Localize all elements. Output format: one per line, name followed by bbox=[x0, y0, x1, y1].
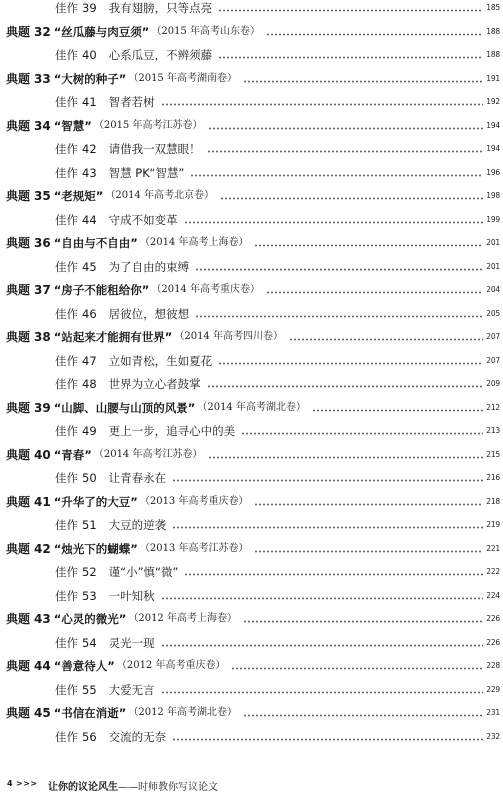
leader-dots bbox=[161, 633, 483, 653]
entry-page-number: 199 bbox=[486, 214, 500, 224]
toc-entry-jiazuo bbox=[0, 139, 503, 159]
entry-title: “站起来才能拥有世界” bbox=[53, 330, 173, 344]
entry-lead bbox=[55, 468, 166, 488]
toc-entry-dianti bbox=[0, 116, 503, 136]
entry-type-label: 典题 bbox=[6, 706, 31, 720]
entry-title: “升华了的大豆” bbox=[53, 494, 138, 509]
entry-lead bbox=[55, 562, 178, 582]
entry-type-label: 佳作 bbox=[55, 424, 78, 438]
entry-type-label: 佳作 bbox=[55, 142, 78, 156]
footer-page-number: 4 bbox=[7, 779, 13, 788]
entry-number: 49 bbox=[82, 424, 97, 438]
leader-dots bbox=[241, 421, 483, 441]
entry-number: 52 bbox=[82, 565, 97, 579]
entry-title: 更上一步，追寻心中的美 bbox=[108, 424, 236, 438]
entry-number: 41 bbox=[82, 95, 97, 109]
leader-dots bbox=[161, 680, 483, 700]
toc-entry-jiazuo bbox=[0, 468, 503, 488]
leader-dots bbox=[172, 515, 483, 535]
entry-source: （2015 年高考山东卷） bbox=[151, 25, 260, 37]
entry-page-number: 222 bbox=[486, 567, 500, 576]
entry-number: 44 bbox=[34, 659, 51, 673]
entry-lead bbox=[6, 69, 237, 89]
entry-title: 大爱无言 bbox=[108, 682, 155, 697]
toc-entry-dianti bbox=[0, 69, 503, 89]
entry-page-number: 226 bbox=[486, 614, 500, 623]
entry-page-number: 221 bbox=[486, 543, 500, 553]
entry-title: 交流的无奈 bbox=[108, 729, 167, 744]
entry-type-label: 佳作 bbox=[55, 1, 78, 15]
leader-dots bbox=[208, 445, 483, 465]
entry-type-label: 佳作 bbox=[55, 635, 78, 650]
leader-dots bbox=[184, 562, 483, 582]
entry-number: 46 bbox=[82, 306, 97, 321]
leader-dots bbox=[266, 22, 483, 42]
toc-entry-jiazuo bbox=[0, 727, 503, 747]
entry-lead bbox=[55, 351, 212, 371]
entry-type-label: 典题 bbox=[6, 24, 31, 39]
entry-source: （2012 年高考湖北卷） bbox=[128, 707, 237, 718]
entry-page-number: 185 bbox=[486, 3, 500, 12]
leader-dots bbox=[231, 656, 483, 676]
entry-title: 大豆的逆袭 bbox=[108, 518, 167, 532]
entry-number: 47 bbox=[82, 353, 97, 368]
entry-title: 我有翅膀，只等点亮 bbox=[108, 1, 213, 15]
entry-lead bbox=[55, 45, 212, 65]
entry-number: 38 bbox=[34, 330, 51, 344]
entry-title: 世界为立心者鼓掌 bbox=[108, 377, 201, 391]
entry-title: “老规矩” bbox=[53, 189, 104, 203]
entry-number: 56 bbox=[82, 729, 97, 744]
entry-type-label: 佳作 bbox=[55, 306, 78, 321]
entry-lead bbox=[55, 515, 166, 535]
entry-number: 40 bbox=[34, 447, 51, 462]
entry-source: （2012 年高考上海卷） bbox=[128, 613, 237, 624]
footer-book-title bbox=[48, 778, 218, 793]
leader-dots bbox=[218, 0, 483, 18]
entry-title: “大树的种子” bbox=[53, 71, 127, 86]
entry-lead bbox=[6, 22, 260, 42]
toc-entry-dianti bbox=[0, 703, 503, 723]
leader-dots bbox=[266, 280, 483, 300]
toc-entry-dianti bbox=[0, 539, 503, 559]
entry-title: 智慧 PK“智慧” bbox=[108, 165, 185, 180]
entry-type-label: 佳作 bbox=[55, 588, 78, 603]
entry-page-number: 188 bbox=[486, 26, 500, 36]
entry-type-label: 佳作 bbox=[55, 518, 78, 532]
entry-type-label: 典题 bbox=[6, 118, 31, 133]
entry-lead bbox=[6, 656, 225, 676]
entry-lead bbox=[6, 609, 237, 629]
entry-number: 42 bbox=[34, 541, 51, 556]
entry-page-number: 188 bbox=[486, 50, 500, 59]
entry-lead bbox=[6, 398, 306, 418]
entry-title: 让青春永在 bbox=[108, 471, 167, 485]
entry-lead bbox=[6, 116, 202, 136]
toc-entry-jiazuo bbox=[0, 680, 503, 700]
entry-title: 为了自由的束缚 bbox=[108, 259, 190, 274]
entry-title: “山脚、山腰与山顶的风景” bbox=[53, 400, 196, 415]
entry-type-label: 佳作 bbox=[55, 565, 78, 579]
toc-entry-dianti bbox=[0, 327, 503, 347]
entry-number: 36 bbox=[34, 236, 51, 250]
toc-entry-jiazuo bbox=[0, 586, 503, 606]
entry-title: “心灵的微光” bbox=[53, 612, 127, 626]
entry-title: “智慧” bbox=[53, 118, 92, 133]
entry-page-number: 196 bbox=[486, 167, 500, 177]
leader-dots bbox=[172, 727, 483, 747]
entry-type-label: 佳作 bbox=[55, 212, 78, 227]
leader-dots bbox=[195, 257, 483, 277]
leader-dots bbox=[172, 468, 483, 488]
toc-entry-dianti bbox=[0, 186, 503, 206]
entry-source: （2014 年高考上海卷） bbox=[139, 237, 249, 248]
entry-number: 35 bbox=[34, 189, 51, 203]
entry-title: 居彼位，想彼想 bbox=[108, 306, 190, 321]
leader-dots bbox=[289, 327, 483, 347]
entry-source: （2012 年高考重庆卷） bbox=[116, 660, 226, 671]
leader-dots bbox=[243, 69, 483, 89]
entry-number: 39 bbox=[34, 400, 51, 415]
toc-entry-jiazuo bbox=[0, 515, 503, 535]
entry-number: 43 bbox=[82, 165, 97, 180]
footer-arrows: >>> bbox=[16, 779, 38, 788]
entry-title: 智者若树 bbox=[108, 95, 155, 109]
leader-dots bbox=[254, 233, 483, 253]
toc-entry-jiazuo bbox=[0, 92, 503, 112]
toc-entry-dianti bbox=[0, 656, 503, 676]
entry-type-label: 佳作 bbox=[55, 165, 78, 180]
entry-page-number: 213 bbox=[486, 426, 500, 435]
entry-number: 50 bbox=[82, 471, 97, 485]
toc-entry-jiazuo bbox=[0, 421, 503, 441]
entry-page-number: 215 bbox=[486, 449, 500, 459]
entry-lead bbox=[6, 186, 214, 206]
entry-number: 42 bbox=[82, 142, 97, 156]
entry-type-label: 典题 bbox=[6, 330, 31, 344]
leader-dots bbox=[218, 45, 483, 65]
entry-page-number: 228 bbox=[486, 661, 500, 670]
entry-lead bbox=[6, 233, 248, 253]
entry-lead bbox=[55, 139, 201, 159]
entry-type-label: 佳作 bbox=[55, 353, 78, 368]
toc-entry-jiazuo bbox=[0, 163, 503, 183]
entry-type-label: 佳作 bbox=[55, 377, 78, 391]
entry-type-label: 佳作 bbox=[55, 259, 78, 274]
leader-dots bbox=[312, 398, 483, 418]
entry-type-label: 典题 bbox=[6, 494, 31, 509]
entry-number: 51 bbox=[82, 518, 97, 532]
page-footer bbox=[0, 776, 503, 796]
entry-page-number: 205 bbox=[486, 308, 500, 318]
entry-number: 44 bbox=[82, 212, 97, 227]
entry-number: 45 bbox=[34, 706, 51, 720]
entry-lead bbox=[55, 727, 166, 747]
entry-source: （2014 年高考四川卷） bbox=[174, 331, 283, 342]
entry-title: “书信在消逝” bbox=[53, 706, 127, 720]
entry-lead bbox=[6, 327, 283, 347]
entry-number: 34 bbox=[34, 118, 51, 133]
entry-title: “烛光下的蝴蝶” bbox=[53, 541, 138, 556]
toc-entry-jiazuo bbox=[0, 633, 503, 653]
entry-page-number: 192 bbox=[486, 97, 500, 106]
entry-number: 55 bbox=[82, 682, 97, 697]
leader-dots bbox=[218, 351, 483, 371]
leader-dots bbox=[195, 304, 483, 324]
entry-number: 33 bbox=[34, 71, 51, 86]
entry-page-number: 207 bbox=[486, 355, 500, 365]
entry-lead bbox=[55, 163, 184, 183]
entry-number: 39 bbox=[82, 1, 97, 15]
toc-entry-jiazuo bbox=[0, 257, 503, 277]
entry-type-label: 佳作 bbox=[55, 471, 78, 485]
toc-entry-jiazuo bbox=[0, 304, 503, 324]
entry-page-number: 224 bbox=[486, 590, 500, 600]
entry-lead bbox=[55, 210, 178, 230]
leader-dots bbox=[254, 492, 483, 512]
leader-dots bbox=[161, 586, 483, 606]
entry-type-label: 佳作 bbox=[55, 729, 78, 744]
entry-page-number: 198 bbox=[486, 191, 500, 200]
toc-entry-jiazuo bbox=[0, 45, 503, 65]
entry-lead bbox=[6, 492, 248, 512]
entry-number: 54 bbox=[82, 635, 97, 650]
entry-source: （2014 年高考湖北卷） bbox=[197, 401, 306, 413]
entry-page-number: 191 bbox=[486, 73, 500, 83]
footer-subtitle: 时师教你写议论文 bbox=[138, 782, 218, 793]
entry-page-number: 194 bbox=[486, 120, 500, 130]
entry-lead bbox=[55, 257, 189, 277]
entry-number: 40 bbox=[82, 48, 97, 62]
entry-title: “青春” bbox=[53, 447, 92, 462]
entry-page-number: 231 bbox=[486, 708, 500, 717]
leader-dots bbox=[243, 703, 483, 723]
leader-dots bbox=[254, 539, 483, 559]
entry-number: 45 bbox=[82, 259, 97, 274]
entry-type-label: 典题 bbox=[6, 283, 31, 297]
toc-entry-jiazuo bbox=[0, 210, 503, 230]
entry-title: “房子不能租给你” bbox=[53, 283, 150, 297]
toc-entry-dianti bbox=[0, 445, 503, 465]
entry-page-number: 212 bbox=[486, 402, 500, 412]
entry-page-number: 207 bbox=[486, 332, 500, 341]
entry-source: （2013 年高考江苏卷） bbox=[139, 542, 249, 554]
footer-title-dash: —— bbox=[118, 782, 138, 793]
entry-page-number: 201 bbox=[486, 238, 500, 247]
entry-lead bbox=[55, 0, 212, 18]
entry-type-label: 佳作 bbox=[55, 95, 78, 109]
entry-lead bbox=[6, 539, 248, 559]
entry-lead bbox=[55, 586, 155, 606]
entry-source: （2014 年高考重庆卷） bbox=[151, 284, 260, 295]
toc-entry-dianti bbox=[0, 233, 503, 253]
entry-number: 48 bbox=[82, 377, 97, 391]
toc-entry-dianti bbox=[0, 280, 503, 300]
entry-number: 37 bbox=[34, 283, 51, 297]
entry-type-label: 典题 bbox=[6, 659, 31, 673]
entry-lead bbox=[6, 703, 237, 723]
entry-title: “丝瓜藤与肉豆须” bbox=[53, 24, 150, 39]
entry-title: 灵光一现 bbox=[108, 635, 155, 650]
entry-page-number: 216 bbox=[486, 473, 500, 482]
entry-page-number: 226 bbox=[486, 637, 500, 647]
leader-dots bbox=[161, 92, 483, 112]
entry-title: 请借我一双慧眼！ bbox=[108, 142, 201, 156]
entry-lead bbox=[55, 633, 155, 653]
entry-source: （2015 年高考湖南卷） bbox=[128, 72, 237, 84]
toc-entry-dianti bbox=[0, 22, 503, 42]
entry-source: （2014 年高考江苏卷） bbox=[93, 448, 203, 460]
leader-dots bbox=[207, 374, 483, 394]
entry-page-number: 204 bbox=[486, 285, 500, 294]
entry-page-number: 194 bbox=[486, 144, 500, 153]
leader-dots bbox=[243, 609, 483, 629]
leader-dots bbox=[190, 163, 483, 183]
entry-lead bbox=[6, 280, 260, 300]
toc-entry-jiazuo bbox=[0, 0, 503, 18]
entry-title: “自由与不自由” bbox=[53, 236, 138, 250]
entry-lead bbox=[55, 304, 189, 324]
toc-entry-jiazuo bbox=[0, 374, 503, 394]
entry-page-number: 232 bbox=[486, 731, 500, 741]
entry-type-label: 典题 bbox=[6, 71, 31, 86]
toc-entry-dianti bbox=[0, 398, 503, 418]
entry-page-number: 201 bbox=[486, 261, 500, 271]
leader-dots bbox=[184, 210, 483, 230]
leader-dots bbox=[220, 186, 483, 206]
toc-entry-dianti bbox=[0, 609, 503, 629]
entry-source: （2013 年高考重庆卷） bbox=[139, 495, 249, 507]
toc-entry-dianti bbox=[0, 492, 503, 512]
entry-number: 41 bbox=[34, 494, 51, 509]
toc-entry-jiazuo bbox=[0, 351, 503, 371]
entry-title: 立如青松，生如夏花 bbox=[108, 353, 213, 368]
entry-lead bbox=[55, 374, 201, 394]
entry-type-label: 典题 bbox=[6, 189, 31, 203]
leader-dots bbox=[207, 139, 483, 159]
toc-entry-jiazuo bbox=[0, 562, 503, 582]
entry-source: （2015 年高考江苏卷） bbox=[93, 119, 203, 131]
entry-type-label: 典题 bbox=[6, 541, 31, 556]
entry-lead bbox=[55, 421, 235, 441]
leader-dots bbox=[208, 116, 483, 136]
entry-page-number: 218 bbox=[486, 496, 500, 506]
entry-page-number: 219 bbox=[486, 520, 500, 529]
entry-page-number: 229 bbox=[486, 684, 500, 694]
entry-title: 一叶知秋 bbox=[108, 588, 155, 603]
entry-number: 32 bbox=[34, 24, 51, 39]
entry-lead bbox=[6, 445, 202, 465]
entry-number: 53 bbox=[82, 588, 97, 603]
entry-type-label: 典题 bbox=[6, 612, 31, 626]
entry-source: （2014 年高考北京卷） bbox=[105, 190, 214, 201]
entry-type-label: 典题 bbox=[6, 447, 31, 462]
entry-title: “善意待人” bbox=[53, 659, 115, 673]
entry-title: 心系瓜豆，不辨须藤 bbox=[108, 48, 213, 62]
entry-type-label: 佳作 bbox=[55, 682, 78, 697]
entry-type-label: 典题 bbox=[6, 236, 31, 250]
entry-lead bbox=[55, 680, 155, 700]
entry-title: 谨“小”慎“微” bbox=[108, 565, 179, 579]
entry-lead bbox=[55, 92, 155, 112]
entry-number: 43 bbox=[34, 612, 51, 626]
footer-title-main: 让你的议论风生 bbox=[48, 782, 118, 793]
entry-type-label: 典题 bbox=[6, 400, 31, 415]
entry-page-number: 209 bbox=[486, 379, 500, 388]
entry-title: 守成不如变革 bbox=[108, 212, 178, 227]
entry-type-label: 佳作 bbox=[55, 48, 78, 62]
